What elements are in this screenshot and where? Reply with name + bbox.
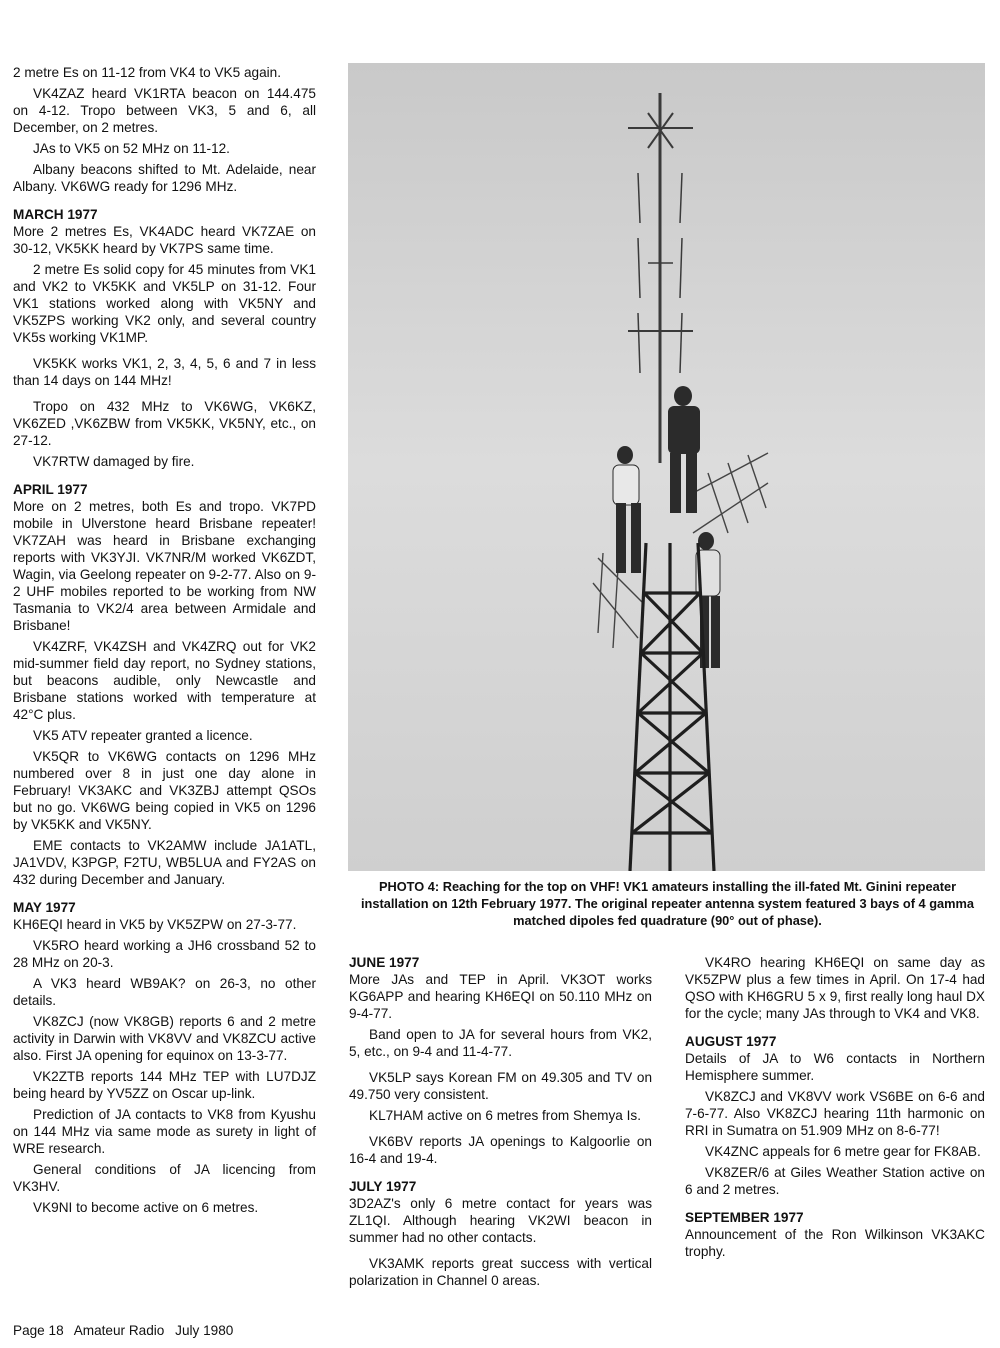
paragraph: VK9NI to become active on 6 metres. [33,1200,259,1215]
section-heading-march: MARCH 1977 [13,207,98,222]
left-column [13,64,316,1220]
section-heading-august: AUGUST 1977 [685,1034,777,1049]
paragraph: 2 metre Es solid copy for 45 minutes from VK1 and VK2 to VK5KK and VK5LP on 31-12. Four VK1 stations worked along with VK5NY and VK5ZPS working VK2 only, and several country VK5s working VK1MP. [13,262,316,345]
paragraph: More on 2 metres, both Es and tropo. VK7PD mobile in Ulverstone heard Brisbane repeater! VK7ZAH was heard in Brisbane exchanging reports with VK3YJI. VK7NR/M worked VK6ZDT, Wagin, via Geelong repeater on 9-2-77. Also on 9-2 UHF mobiles reported to be working from NW Tasmania to VK2/4 area between Armidale and Brisbane! [13,499,316,633]
paragraph: VK6BV reports JA openings to Kalgoorlie on 16-4 and 19-4. [349,1134,652,1166]
paragraph: VK5LP says Korean FM on 49.305 and TV on 49.750 very consistent. [349,1070,652,1102]
publication-name: Amateur Radio [73,1323,165,1338]
paragraph: Announcement of the Ron Wilkinson VK3AKC trophy. [685,1227,985,1259]
paragraph: VK4RO hearing KH6EQI on same day as VK5ZPW plus a few times in April. On 17-4 had QSO with KH6GRU 5 x 9, first really long haul DX for the cycle; many JAs through to VK4 and VK8. [685,955,985,1021]
right-column [685,954,985,1264]
paragraph: JAs to VK5 on 52 MHz on 11-12. [33,141,230,156]
section-heading-june: JUNE 1977 [349,955,420,970]
middle-column [349,954,652,1293]
paragraph: More JAs and TEP in April. VK3OT works KG6APP and hearing KH6EQI on 50.110 MHz on 9-4-77. [349,972,652,1021]
paragraph: A VK3 heard WB9AK? on 26-3, no other details. [13,976,316,1008]
section-heading-april: APRIL 1977 [13,482,88,497]
paragraph: Tropo on 432 MHz to VK6WG, VK6KZ, VK6ZED ,VK6ZBW from VK5KK, VK5NY, etc., on 27-12. [13,399,316,448]
paragraph: VK2ZTB reports 144 MHz TEP with LU7DJZ being heard by YV5ZZ on Oscar up-link. [13,1069,316,1101]
paragraph: 2 metre Es on 11-12 from VK4 to VK5 again. [13,65,281,80]
paragraph: More 2 metres Es, VK4ADC heard VK7ZAE on 30-12, VK5KK heard by VK7PS same time. [13,224,316,256]
paragraph: General conditions of JA licencing from VK3HV. [13,1162,316,1194]
section-heading-september: SEPTEMBER 1977 [685,1210,804,1225]
page-number: Page 18 [13,1323,64,1338]
paragraph: VK8ZCJ and VK8VV work VS6BE on 6-6 and 7-6-77. Also VK8ZCJ hearing 11th harmonic on RRI in Sumatra on 51.909 MHz on 8-6-77! [685,1089,985,1138]
paragraph: Prediction of JA contacts to VK8 from Kyushu on 144 MHz via same mode as surety in light of WRE research. [13,1107,316,1156]
paragraph: Band open to JA for several hours from VK2, 5, etc., on 9-4 and 11-4-77. [349,1027,652,1059]
paragraph: VK4ZRF, VK4ZSH and VK4ZRQ out for VK2 mid-summer field day report, no Sydney stations, but beacons audible, only Newcastle and Brisbane stations worked with temperature at 42°C plus. [13,639,316,722]
photo-caption: PHOTO 4: Reaching for the top on VHF! VK1 amateurs installing the ill-fated Mt. Ginini repeater installation on 12th February 1977. The original repeater antenna system featured 3 bays of 4 gamma matched dipoles fed quadrature (90° out of phase). [360,879,975,928]
paragraph: VK4ZNC appeals for 6 metre gear for FK8AB. [705,1144,981,1159]
paragraph: VK4ZAZ heard VK1RTA beacon on 144.475 on 4-12. Tropo between VK3, 5 and 6, all December, on 2 metres. [13,86,316,135]
section-heading-july: JULY 1977 [349,1179,417,1194]
page-footer [13,1323,240,1338]
paragraph: VK5 ATV repeater granted a licence. [33,728,253,743]
paragraph: Details of JA to W6 contacts in Northern Hemisphere summer. [685,1051,985,1083]
issue-date: July 1980 [175,1323,234,1338]
paragraph: VK5RO heard working a JH6 crossband 52 to 28 MHz on 20-3. [13,938,316,970]
paragraph: KH6EQI heard in VK5 by VK5ZPW on 27-3-77. [13,917,297,932]
paragraph: VK7RTW damaged by fire. [33,454,195,469]
paragraph: 3D2AZ's only 6 metre contact for years was ZL1QI. Although hearing VK2WI beacon in summer had no other contacts. [349,1196,652,1245]
paragraph: VK8ZCJ (now VK8GB) reports 6 and 2 metre activity in Darwin with VK8VV and VK8ZCU active also. First JA opening for equinox on 13-3-77. [13,1014,316,1063]
paragraph: VK3AMK reports great success with vertical polarization in Channel 0 areas. [349,1256,652,1288]
paragraph: VK5KK works VK1, 2, 3, 4, 5, 6 and 7 in less than 14 days on 144 MHz! [13,356,316,388]
paragraph: EME contacts to VK2AMW include JA1ATL, JA1VDV, K3PGP, F2TU, WB5LUA and FY2AS on 432 during December and January. [13,838,316,887]
paragraph: VK8ZER/6 at Giles Weather Station active on 6 and 2 metres. [685,1165,985,1197]
paragraph: Albany beacons shifted to Mt. Adelaide, near Albany. VK6WG ready for 1296 MHz. [13,162,316,194]
section-heading-may: MAY 1977 [13,900,76,915]
tower-illustration [348,63,985,871]
paragraph: KL7HAM active on 6 metres from Shemya Is. [369,1108,641,1123]
paragraph: VK5QR to VK6WG contacts on 1296 MHz numbered over 8 in just one day alone in February! VK3AKC and VK3ZBJ attempt QSOs but no go. VK6WG being copied in VK5 on 1296 by VK5KK and VK5NY. [13,749,316,832]
tower-photo [348,63,985,871]
